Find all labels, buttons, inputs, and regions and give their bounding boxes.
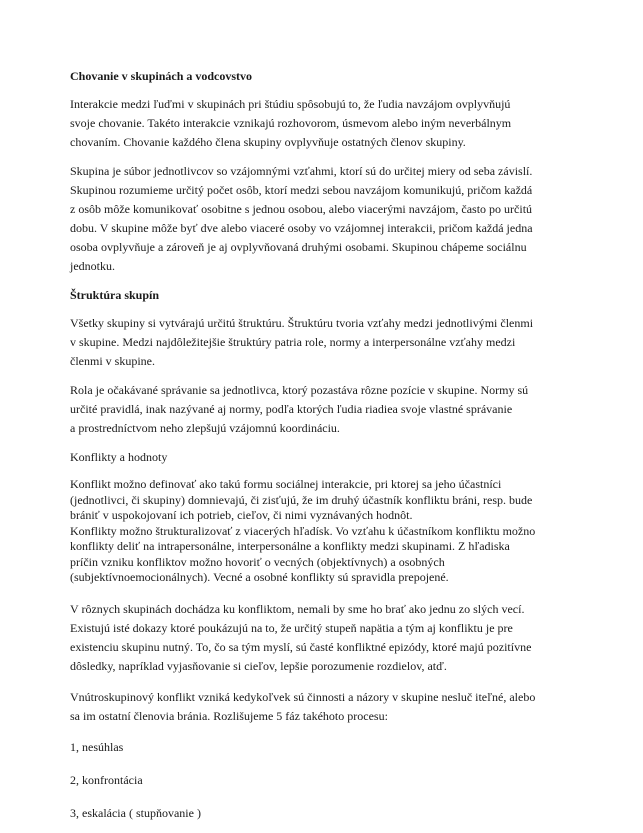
phase-item: 2, konfrontácia	[70, 772, 143, 787]
text-line: členmi v skupine.	[70, 354, 155, 368]
text-line: svoje chovanie. Takéto interakcie vznikajú rozhovorom, úsmevom alebo iným neverbálnym	[70, 116, 512, 130]
paragraph-group-definition	[70, 162, 580, 276]
section-heading-conflicts: Konflikty a hodnoty	[70, 450, 168, 464]
text-line: Všetky skupiny si vytvárajú určitú štruktúru. Štruktúru tvoria vzťahy medzi jednotlivými členmi	[70, 316, 534, 330]
text-line: Existujú isté dokazy ktoré poukázujú na to, že určitý stupeň napätia a tým aj konfliktu je pre	[70, 620, 513, 635]
text-line: chovaním. Chovanie každého člena skupiny ovplyvňuje ostatných členov skupiny.	[70, 135, 466, 149]
paragraph-intragroup	[70, 688, 580, 726]
text-line: určité pravidlá, inak nazývané aj normy, podľa ktorých ľudia riadiea svoje vlastné správanie	[70, 402, 513, 416]
text-line: sa im ostatní členovia bránia. Rozlišujeme 5 fáz takéhoto procesu:	[70, 708, 388, 723]
text-line: konflikty deliť na intrapersonálne, interpersonálne a konflikty medzi skupinami. Z hľadiska	[70, 539, 510, 553]
text-line: jednotku.	[70, 259, 115, 273]
text-line: existenciu skupinu nutný. To, čo sa tým myslí, sú časté konfliktné epizódy, ktoré majú pozitívne	[70, 639, 532, 654]
text-line: v skupine. Medzi najdôležitejšie štruktúry patria role, normy a interpersonálne vzťahy medzi	[70, 335, 516, 349]
paragraph-role	[70, 381, 580, 438]
phase-item: 1, nesúhlas	[70, 739, 124, 754]
text-line: Skupinou rozumieme určitý počet osôb, ktorí medzi sebou navzájom komunikujú, pričom každá	[70, 183, 533, 197]
document-page	[70, 67, 580, 833]
section-title: Chovanie v skupinách a vodcovstvo	[70, 69, 253, 83]
paragraph-intro	[70, 95, 580, 152]
paragraph-structure	[70, 314, 580, 371]
text-line: a prostredníctvom neho zlepšujú vzájomnú koordináciu.	[70, 421, 340, 435]
text-line: Interakcie medzi ľuďmi v skupinách pri štúdiu spôsobujú to, že ľudia navzájom ovplyvňujú	[70, 97, 511, 111]
text-line: osoba ovplyvňuje a zároveň je aj ovplyvňovaná druhými osobami. Skupinou chápeme sociálnu	[70, 240, 527, 254]
section-heading-structure: Štruktúra skupín	[70, 288, 160, 302]
text-line: Konflikty možno štrukturalizovať z viacerých hľadísk. Vo vzťahu k účastníkom konfliktu možno	[70, 523, 536, 538]
paragraph-conflict-definition	[70, 477, 580, 586]
text-line: Konflikt možno definovať ako takú formu sociálnej interakcie, pri ktorej sa jeho účastníci	[70, 477, 502, 491]
text-line: Vnútroskupinový konflikt vzniká kedykoľvek sú činnosti a názory v skupine nesluč iteľné, alebo	[70, 689, 536, 704]
text-line: (jednotlivci, či skupiny) domnievajú, či zisťujú, že im druhý účastník konfliktu bráni, resp. bude	[70, 492, 533, 507]
text-line: (subjektívnoemocionálnych). Vecné a osobné konflikty sú spravidla prepojené.	[70, 570, 449, 584]
text-line: dobu. V skupine môže byť dve alebo viaceré osoby vo vzájomnej interakcii, pričom každá jedna	[70, 221, 533, 235]
text-line: príčin vzniku konfliktov možno hovoriť o vecných (objektívnych) a osobných	[70, 554, 445, 569]
text-line: Rola je očakávané správanie sa jednotlivca, ktorý pozastáva rôzne pozície v skupine. Normy sú	[70, 383, 529, 397]
phase-item: 3, eskalácia ( stupňovanie )	[70, 805, 201, 820]
text-line: Skupina je súbor jednotlivcov so vzájomnými vzťahmi, ktorí sú do určitej miery od seba závislí.	[70, 164, 533, 178]
text-line: V rôznych skupinách dochádza ku konfliktom, nemali by sme ho brať ako jednu zo slých vecí.	[70, 601, 525, 616]
paragraph-groups-conflict	[70, 600, 580, 676]
text-line: brániť v uspokojovaní ich potrieb, cieľov, či nimi vyznávaných hodnôt.	[70, 508, 413, 522]
text-line: z osôb môže komunikovať osobitne s jednou osobou, alebo viacerými navzájom, často po určitú	[70, 202, 533, 216]
text-line: dôsledky, napríklad vyjasňovanie si cieľov, lepšie porozumenie rozdielov, atď.	[70, 658, 447, 673]
